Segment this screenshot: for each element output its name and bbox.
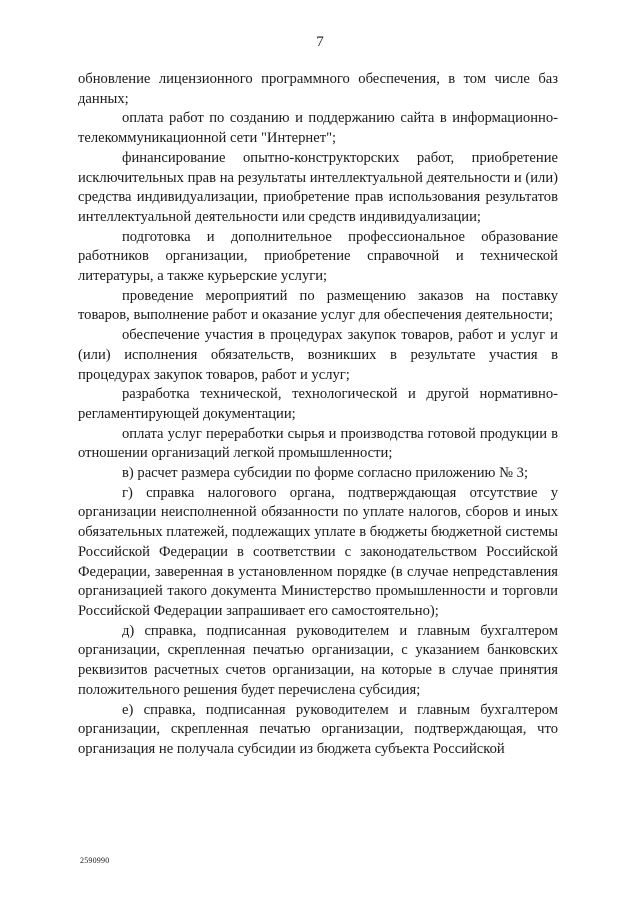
paragraph-8: оплата услуг переработки сырья и производства готовой продукции в отношении организаций легкой промышленности; <box>78 425 558 462</box>
document-id: 2590990 <box>80 856 110 865</box>
paragraph-11: д) справка, подписанная руководителем и главным бухгалтером организации, скрепленная печатью организации, с указанием банковских реквизитов расчетных счетов организации, на которые в случае принятия положительного решения будет перечислена субсидия; <box>78 622 558 698</box>
paragraph-5: проведение мероприятий по размещению заказов на поставку товаров, выполнение работ и оказание услуг для обеспечения деятельности; <box>78 287 558 324</box>
paragraph-7: разработка технической, технологической и другой нормативно-регламентирующей документации; <box>78 386 558 422</box>
paragraph-1: обновление лицензионного программного обеспечения, в том числе баз данных; <box>78 71 558 107</box>
paragraph-3: финансирование опытно-конструкторских работ, приобретение исключительных прав на результаты интеллектуальной деятельности и (или) средства индивидуализации, приобретение прав использования результатов интеллектуальной деятельности или средств индивидуализации; <box>78 149 558 225</box>
paragraph-4: подготовка и дополнительное профессиональное образование работников организации, приобретение справочной и технической литературы, а также курьерские услуги; <box>78 228 558 285</box>
paragraph-6: обеспечение участия в процедурах закупок товаров, работ и услуг и (или) исполнения обязательств, возникших в результате участия в процедурах закупок товаров, работ и услуг; <box>78 327 558 383</box>
paragraph-2: оплата работ по созданию и поддержанию сайта в информационно-телекоммуникационной сети "Интернет"; <box>78 110 558 147</box>
document-body <box>78 70 558 760</box>
paragraph-9: в) расчет размера субсидии по форме согласно приложению № 3; <box>122 465 529 482</box>
page-number: 7 <box>316 34 324 50</box>
paragraph-10: г) справка налогового органа, подтверждающая отсутствие у организации неисполненной обязанности по уплате налогов, сборов и иных обязательных платежей, подлежащих уплате в бюджеты бюджетной системы Российской Федерации в соответствии с законодательством Российской Федерации, заверенная в установленном порядке (в случае непредставления организацией такого документа Министерство промышленности и торговли Российской Федерации запрашивает его самостоятельно); <box>78 484 558 619</box>
paragraph-12: е) справка, подписанная руководителем и главным бухгалтером организации, скрепленная печатью организации, подтверждающая, что организация не получала субсидии из бюджета субъекта Российской <box>78 701 558 757</box>
